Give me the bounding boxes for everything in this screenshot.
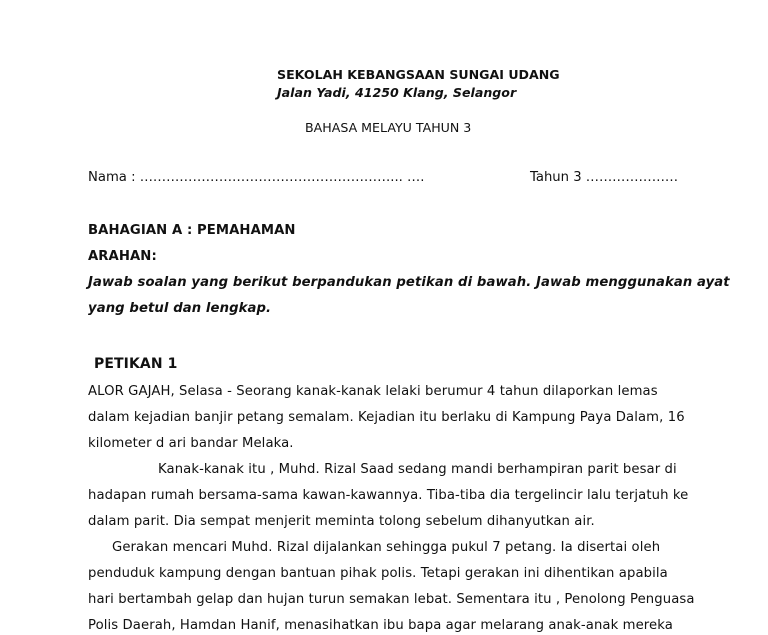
section-title: BAHAGIAN A : PEMAHAMAN (88, 223, 296, 238)
passage-line: kilometer d ari bandar Melaka. (88, 436, 294, 451)
passage-line: Gerakan mencari Muhd. Rizal dijalankan sehingga pukul 7 petang. Ia disertai oleh (112, 540, 661, 555)
passage-line: hari bertambah gelap dan hujan turun semakan lebat. Sementara itu , Penolong Penguasa (88, 592, 695, 607)
instruction-line-1: Jawab soalan yang berikut berpandukan petikan di bawah. Jawab menggunakan ayat (88, 275, 730, 290)
instruction-line-2: yang betul dan lengkap. (88, 301, 272, 316)
school-name: SEKOLAH KEBANGSAAN SUNGAI UDANG (277, 67, 560, 82)
passage-line: hadapan rumah bersama-sama kawan-kawannya. Tiba-tiba dia tergelincir lalu terjatuh ke (88, 488, 689, 503)
passage-line: dalam parit. Dia sempat menjerit meminta tolong sebelum dihanyutkan air. (88, 514, 595, 529)
subject-title: BAHASA MELAYU TAHUN 3 (305, 120, 472, 135)
instruction-heading: ARAHAN: (88, 249, 157, 264)
passage-line: penduduk kampung dengan bantuan pihak polis. Tetapi gerakan ini dihentikan apabila (88, 566, 668, 581)
passage-line: Kanak-kanak itu , Muhd. Rizal Saad sedang mandi berhampiran parit besar di (158, 462, 677, 477)
name-row (88, 170, 708, 188)
passage-line: dalam kejadian banjir petang semalam. Kejadian itu berlaku di Kampung Paya Dalam, 16 (88, 410, 685, 425)
passage-line: ALOR GAJAH, Selasa - Seorang kanak-kanak lelaki berumur 4 tahun dilaporkan lemas (88, 384, 658, 399)
year-field-label: Tahun 3 ………………… (530, 170, 679, 185)
passage-title: PETIKAN 1 (94, 356, 178, 372)
name-field-label: Nama : …………………………………………………... …. (88, 170, 425, 185)
school-address: Jalan Yadi, 41250 Klang, Selangor (277, 85, 517, 100)
passage-line: Polis Daerah, Hamdan Hanif, menasihatkan ibu bapa agar melarang anak-anak mereka (88, 618, 673, 633)
